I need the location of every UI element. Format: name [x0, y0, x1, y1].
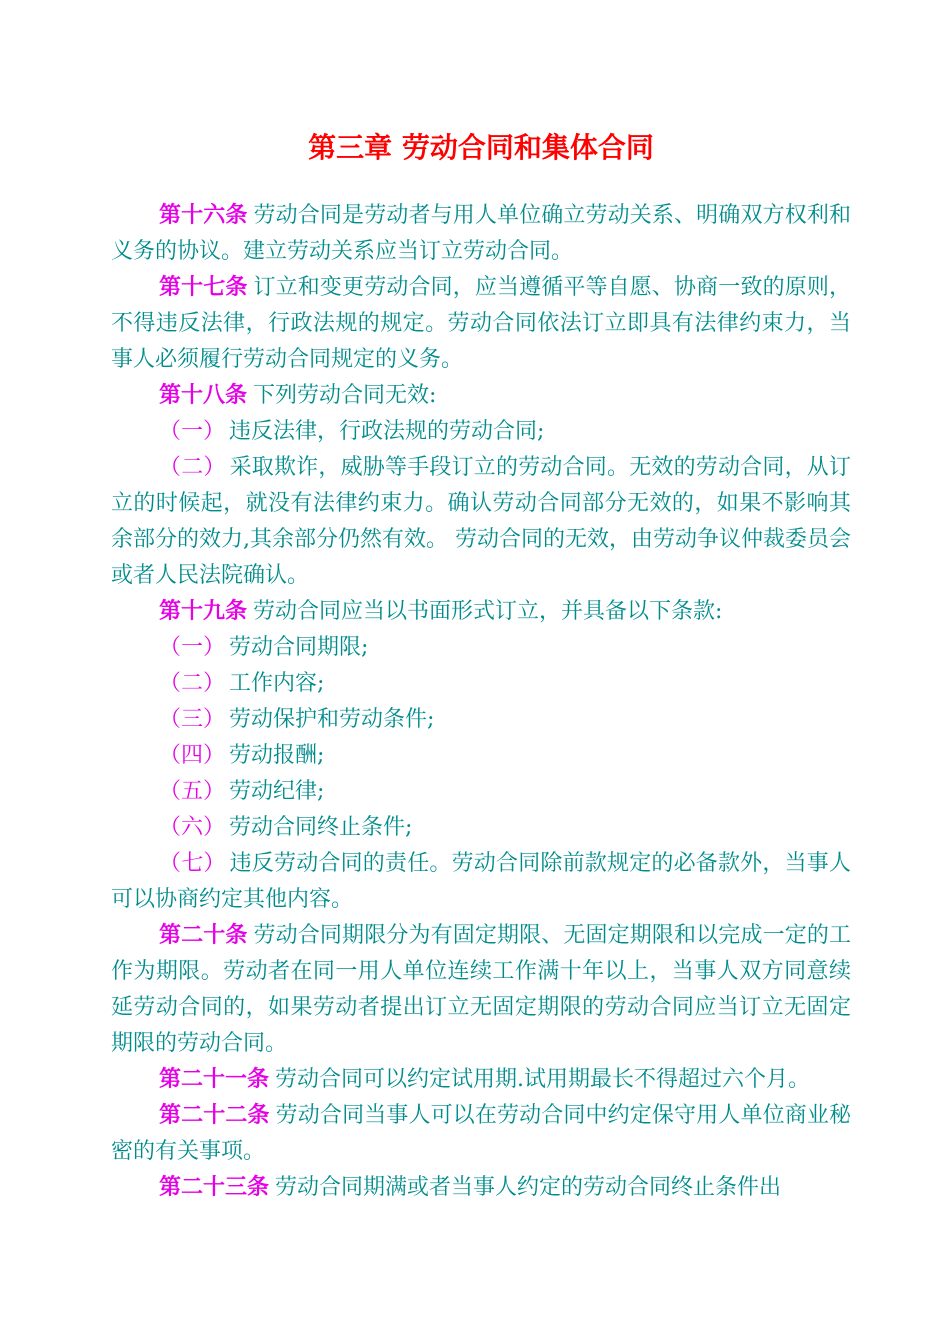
article-18-item-2 [111, 450, 851, 594]
article-22-label: 第二十二条 [159, 1103, 270, 1128]
article-18-text: 下列劳动合同无效: [253, 383, 437, 408]
article-18-label: 第十八条 [159, 383, 248, 408]
article-22-text: 劳动合同当事人可以在劳动合同中约定保守用人单位商业秘密的有关事项。 [111, 1103, 851, 1164]
article-22 [111, 1098, 851, 1170]
item-text: 劳动纪律; [229, 779, 325, 804]
article-20-text: 劳动合同期限分为有固定期限、无固定期限和以完成一定的工作为期限。劳动者在同一用人单位连续工作满十年以上，当事人双方同意续延劳动合同的，如果劳动者提出订立无固定期限的劳动合同应当订立无固定期限的劳动合同。 [111, 923, 851, 1056]
item-text: 劳动报酬; [229, 743, 325, 768]
article-16-text: 劳动合同是劳动者与用人单位确立劳动关系、明确双方权利和义务的协议。建立劳动关系应当订立劳动合同。 [111, 203, 851, 264]
article-19-text: 劳动合同应当以书面形式订立，并具备以下条款: [253, 599, 723, 624]
article-19-item-5 [111, 774, 851, 810]
article-21 [111, 1062, 851, 1098]
article-23-text: 劳动合同期满或者当事人约定的劳动合同终止条件出 [275, 1175, 782, 1200]
item-number: （七） [159, 851, 226, 876]
item-text: 违反法律，行政法规的劳动合同; [229, 419, 545, 444]
article-19-label: 第十九条 [159, 599, 248, 624]
article-20 [111, 918, 851, 1062]
article-19-item-3 [111, 702, 851, 738]
article-19-item-7 [111, 846, 851, 918]
item-number: （五） [159, 779, 226, 804]
article-21-label: 第二十一条 [159, 1067, 270, 1092]
document-page [111, 128, 851, 1206]
article-21-text: 劳动合同可以约定试用期.试用期最长不得超过六个月。 [275, 1067, 811, 1092]
item-number: （一） [159, 635, 226, 660]
article-17-label: 第十七条 [159, 275, 248, 300]
article-19-item-2 [111, 666, 851, 702]
item-number: （四） [159, 743, 226, 768]
item-number: （二） [159, 671, 226, 696]
article-17 [111, 270, 851, 378]
article-23-label: 第二十三条 [159, 1175, 270, 1200]
article-23 [111, 1170, 851, 1206]
article-20-label: 第二十条 [159, 923, 248, 948]
article-19-item-4 [111, 738, 851, 774]
article-19 [111, 594, 851, 630]
item-text: 劳动合同终止条件; [229, 815, 413, 840]
item-text: 违反劳动合同的责任。劳动合同除前款规定的必备款外，当事人可以协商约定其他内容。 [111, 851, 851, 912]
item-number: （二） [159, 455, 226, 480]
article-19-item-1 [111, 630, 851, 666]
article-19-item-6 [111, 810, 851, 846]
chapter-title: 第三章 劳动合同和集体合同 [308, 131, 654, 164]
item-text: 劳动保护和劳动条件; [229, 707, 435, 732]
article-16-label: 第十六条 [159, 203, 248, 228]
article-18 [111, 378, 851, 414]
item-text: 工作内容; [229, 671, 325, 696]
article-18-item-1 [111, 414, 851, 450]
item-number: （三） [159, 707, 226, 732]
article-17-text: 订立和变更劳动合同，应当遵循平等自愿、协商一致的原则，不得违反法律，行政法规的规定。劳动合同依法订立即具有法律约束力，当事人必须履行劳动合同规定的义务。 [111, 275, 851, 372]
item-number: （六） [159, 815, 226, 840]
item-number: （一） [159, 419, 226, 444]
item-text: 劳动合同期限; [229, 635, 369, 660]
article-16 [111, 198, 851, 270]
item-text: 采取欺诈，威胁等手段订立的劳动合同。无效的劳动合同，从订立的时候起，就没有法律约束力。确认劳动合同部分无效的，如果不影响其余部分的效力,其余部分仍然有效。 劳动合同的无效，由劳动争议仲裁委员会或者人民法院确认。 [111, 455, 851, 588]
